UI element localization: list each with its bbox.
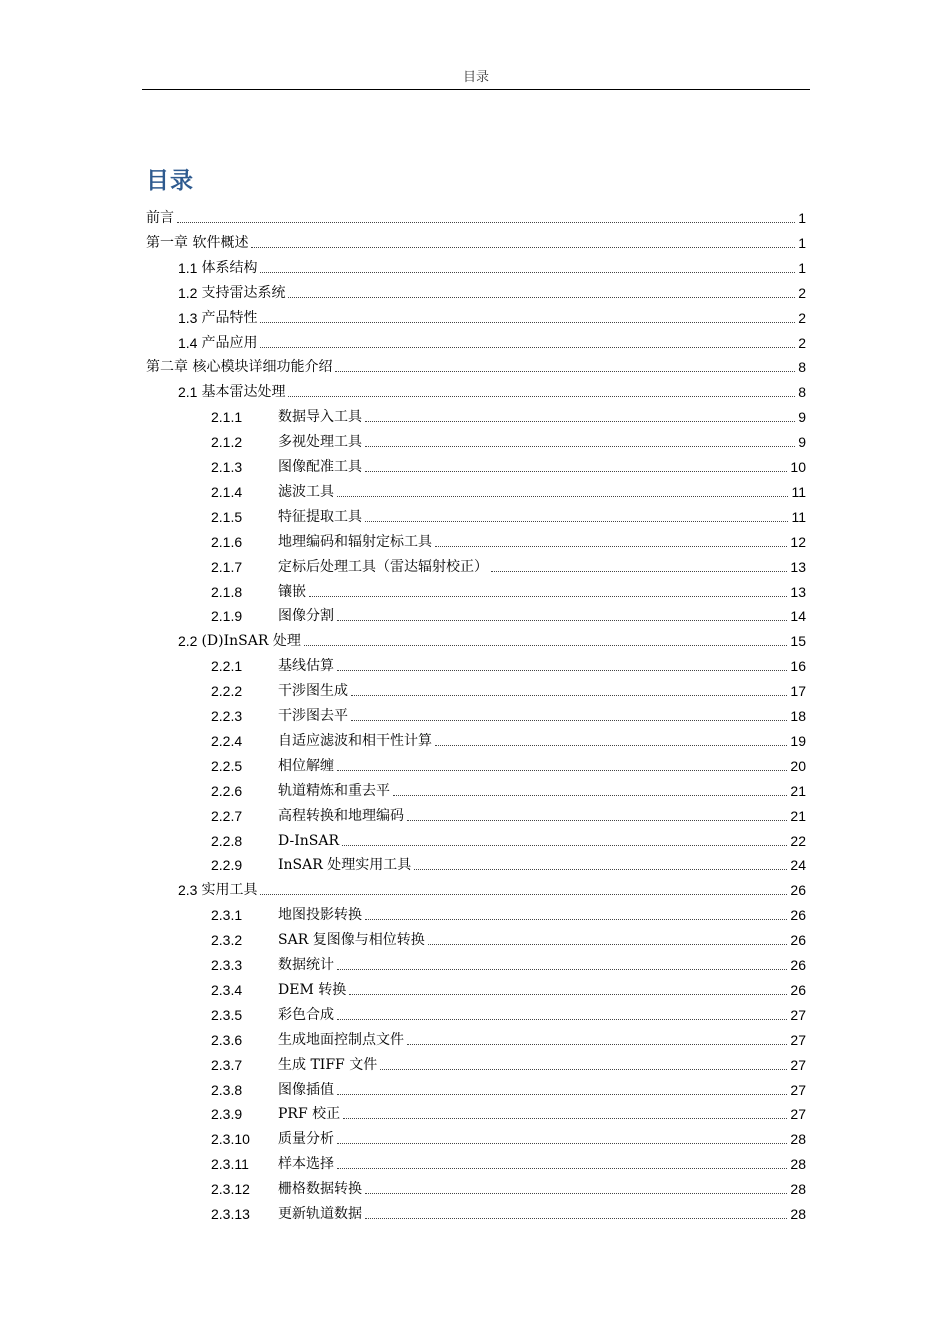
toc-dot-leader [260,894,787,895]
toc-dot-leader [337,1019,787,1020]
toc-dot-leader [435,745,787,746]
toc-entry[interactable] [211,725,806,750]
toc-entry[interactable] [211,999,806,1024]
toc-entry-title: 数据统计 [278,957,334,973]
toc-entry-page: 19 [790,732,806,749]
toc-entry-page: 17 [790,683,806,700]
toc-entry[interactable] [178,327,806,352]
toc-entry[interactable] [211,849,806,874]
toc-dot-leader [491,571,787,572]
toc-entry-title: 图像插值 [278,1081,334,1098]
toc-dot-leader [288,297,795,298]
toc-entry-page: 13 [790,558,806,575]
toc-entry-page: 14 [790,608,806,625]
toc-entry-page: 28 [790,1181,806,1198]
toc-dot-leader [414,869,787,870]
toc-entry[interactable] [178,277,806,302]
toc-dot-leader [337,670,787,671]
toc-entry-title: 支持雷达系统 [201,284,286,301]
toc-dot-leader [337,1143,787,1144]
toc-entry-number: 2.2.2 [211,683,243,700]
toc-entry-number: 2.1.6 [211,533,243,550]
toc-entry-page: 27 [790,1081,806,1098]
toc-entry[interactable] [178,302,806,327]
toc-dot-leader [407,1044,787,1045]
toc-entry-title: 更新轨道数据 [278,1206,362,1222]
toc-dot-leader [393,795,787,796]
toc-entry-page: 11 [791,483,806,500]
toc-dot-leader [343,1118,787,1119]
toc-entry[interactable] [211,775,806,800]
toc-dot-leader [260,347,795,348]
toc-entry-page: 21 [790,807,806,824]
toc-entry-page: 11 [791,508,806,525]
toc-dot-leader [380,1069,787,1070]
toc-entry[interactable] [211,1123,806,1148]
toc-entry[interactable] [211,825,806,850]
toc-entry-title: InSAR 处理实用工具 [278,857,412,874]
toc-entry[interactable] [178,376,806,401]
toc-entry-title: D-InSAR [278,832,340,849]
toc-entry-number: 2.2.7 [211,807,243,824]
toc-dot-leader [335,371,795,372]
toc-entry-page: 8 [798,359,806,376]
toc-entry-title: 图像分割 [278,608,334,625]
toc-entry-page: 22 [790,832,806,849]
toc-entry-page: 9 [798,409,806,426]
toc-entry-number: 2.3.4 [211,981,243,998]
toc-entry-page: 24 [790,857,806,874]
toc-entry-number: 2.1.5 [211,508,243,525]
toc-entry-title: 镶嵌 [278,583,306,600]
toc-dot-leader [342,845,787,846]
toc-dot-leader [407,820,787,821]
page-header: 目录 [462,70,489,85]
toc-entry-number: 2.1.7 [211,558,243,575]
toc-entry-number: 2.1 [178,384,198,401]
toc-entry-number: 2.3.7 [211,1056,243,1073]
toc-entry[interactable] [211,501,806,526]
toc-entry-number: 2.2.5 [211,757,243,774]
toc-entry-title: 高程转换和地理编码 [278,807,404,824]
toc-entry[interactable] [211,476,806,501]
toc-entry-page: 26 [790,932,806,949]
toc-entry[interactable] [211,924,806,949]
header-rule [142,89,810,90]
toc-entry-number: 2.2.8 [211,832,243,849]
toc-entry-title: 样本选择 [278,1156,334,1173]
toc-dot-leader [365,421,795,422]
toc-dot-leader [177,222,795,223]
toc-entry[interactable] [211,1049,806,1074]
toc-entry-page: 28 [790,1131,806,1148]
toc-entry-number: 2.3.11 [211,1156,249,1173]
toc-entry-number: 2.1.8 [211,583,243,600]
toc-entry[interactable] [211,974,806,999]
toc-entry-page: 26 [790,882,806,899]
toc-entry-number: 2.3.9 [211,1106,243,1123]
toc-entry-number: 2.3 [178,882,198,899]
toc-dot-leader [365,521,788,522]
toc-entry[interactable] [211,650,806,675]
toc-entry[interactable] [211,401,806,426]
toc-entry-number: 1.2 [178,284,198,301]
toc-entry[interactable] [211,675,806,700]
toc-dot-leader [337,770,787,771]
toc-entry-page: 28 [790,1206,806,1222]
toc-entry-page: 1 [798,259,806,276]
toc-entry-number: 2.1.4 [211,483,243,500]
toc-entry[interactable] [211,949,806,974]
toc-entry-number: 1.3 [178,309,198,326]
toc-entry-number: 2.3.12 [211,1181,250,1198]
toc-dot-leader [337,969,787,970]
toc-entry-title: 多视处理工具 [278,434,362,451]
toc-dot-leader [351,695,787,696]
toc-entry-title: DEM 转换 [278,981,347,998]
toc-entry-number: 2.3.1 [211,907,243,924]
toc-dot-leader [309,596,787,597]
toc-entry-title: 干涉图去平 [278,708,348,724]
toc-entry-title: 干涉图生成 [278,683,348,700]
toc-entry-number: 2.2.9 [211,857,243,874]
toc-entry[interactable] [211,600,806,625]
toc-entry[interactable] [211,526,806,551]
toc-dot-leader [260,272,795,273]
toc-entry-page: 27 [790,1056,806,1073]
toc-dot-leader [435,546,787,547]
toc-entry[interactable] [211,576,806,601]
toc-entry-title: 第二章 核心模块详细功能介绍 [146,359,333,376]
toc-entry-page: 16 [790,658,806,675]
toc-dot-leader [428,944,788,945]
toc-entry-page: 2 [798,284,806,301]
toc-entry[interactable] [211,1173,806,1198]
toc-entry[interactable] [211,1148,806,1173]
toc-dot-leader [365,471,787,472]
toc-entry-number: 2.2.1 [211,658,243,675]
toc-entry-page: 8 [798,384,806,401]
toc-entry-title: 滤波工具 [278,483,334,500]
toc-dot-leader [365,446,795,447]
toc-entry-title: 实用工具 [201,882,258,899]
toc-entry-title: (D)InSAR 处理 [201,633,301,650]
toc-entry-page: 26 [790,907,806,924]
toc-entry-page: 13 [790,583,806,600]
toc-title: 目录 [146,168,194,194]
toc-entry-page: 2 [798,309,806,326]
toc-entry[interactable] [211,551,806,576]
toc-entry[interactable] [211,750,806,775]
toc-entry-page: 26 [790,981,806,998]
toc-entry-page: 18 [790,708,806,724]
toc-entry-title: 体系结构 [201,259,258,276]
toc-entry-page: 1 [798,210,806,226]
toc-entry-title: 相位解缠 [278,757,334,774]
toc-dot-leader [337,620,787,621]
toc-entry-page: 21 [790,782,806,799]
toc-entry-page: 27 [790,1031,806,1048]
toc-entry-title: 特征提取工具 [278,508,362,525]
toc-entry-title: 第一章 软件概述 [146,234,249,251]
toc-entry[interactable] [211,426,806,451]
toc-entry-number: 2.2 [178,633,198,650]
toc-entry-number: 2.3.8 [211,1081,243,1098]
toc-dot-leader [337,1168,787,1169]
toc-entry-page: 15 [790,633,806,650]
toc-dot-leader [304,645,788,646]
toc-dot-leader [251,247,795,248]
toc-entry-title: 地理编码和辐射定标工具 [278,533,432,550]
toc-entry-page: 10 [790,459,806,475]
toc-entry-number: 2.2.3 [211,708,243,724]
toc-entry-page: 26 [790,957,806,973]
toc-entry[interactable] [146,202,806,227]
toc-entry-number: 2.2.6 [211,782,243,799]
toc-entry[interactable] [211,1024,806,1049]
toc-dot-leader [351,720,787,721]
toc-entry-title: 生成 TIFF 文件 [278,1056,378,1073]
toc-entry[interactable] [211,1198,806,1223]
toc-dot-leader [365,1218,787,1219]
toc-entry-title: 数据导入工具 [278,409,362,426]
toc-entry[interactable] [211,800,806,825]
toc-entry[interactable] [178,252,806,277]
toc-entry-title: 图像配准工具 [278,459,362,475]
toc-entry-title: 基线估算 [278,658,334,675]
toc-entry-number: 2.3.6 [211,1031,243,1048]
toc-entry[interactable] [211,700,806,725]
toc-dot-leader [337,496,788,497]
toc-entry[interactable] [178,874,806,899]
toc-entry-page: 1 [798,234,806,251]
toc-entry-number: 2.3.10 [211,1131,250,1148]
toc-entry-title: 生成地面控制点文件 [278,1031,404,1048]
toc-dot-leader [288,396,795,397]
toc-entry-title: 质量分析 [278,1131,334,1148]
toc-entry-number: 2.2.4 [211,732,243,749]
toc-entry-title: 前言 [146,210,174,226]
toc-entry-title: 地图投影转换 [278,907,362,924]
toc-entry-number: 1.4 [178,334,198,351]
toc-entry-title: 栅格数据转换 [278,1181,362,1198]
toc-dot-leader [365,919,787,920]
toc-entry-page: 20 [790,757,806,774]
toc-entry-page: 9 [798,434,806,451]
toc-entry-number: 2.3.2 [211,932,243,949]
toc-entry-page: 12 [790,533,806,550]
toc-entry[interactable] [211,451,806,476]
toc-dot-leader [337,1094,787,1095]
toc-entry[interactable] [146,351,806,376]
toc-entry-number: 2.1.9 [211,608,243,625]
toc-entry-page: 27 [790,1006,806,1023]
toc-dot-leader [349,994,787,995]
toc-entry-page: 27 [790,1106,806,1123]
toc-entry[interactable] [211,899,806,924]
toc-dot-leader [365,1193,787,1194]
toc-entry-number: 2.3.5 [211,1006,243,1023]
toc-entry-title: 基本雷达处理 [201,384,286,401]
toc-entry-title: 产品应用 [201,334,258,351]
toc-entry[interactable] [211,1074,806,1099]
toc-entry-title: PRF 校正 [278,1106,341,1123]
toc-entry[interactable] [178,625,806,650]
toc-entry-title: 自适应滤波和相干性计算 [278,732,432,749]
toc-entry-title: 彩色合成 [278,1006,334,1023]
toc-entry-page: 28 [790,1156,806,1173]
toc-entry-number: 2.3.13 [211,1206,250,1222]
toc-entry[interactable] [146,227,806,252]
toc-entry-number: 2.3.3 [211,957,243,973]
toc-entry-title: SAR 复图像与相位转换 [278,932,425,949]
toc-entry-page: 2 [798,334,806,351]
toc-entry-number: 2.1.2 [211,434,243,451]
toc-entry-title: 定标后处理工具（雷达辐射校正） [278,558,488,575]
toc-entry[interactable] [211,1098,806,1123]
toc-entry-number: 1.1 [178,259,198,276]
toc-entry-number: 2.1.3 [211,459,243,475]
toc-entry-number: 2.1.1 [211,409,243,426]
toc-entry-title: 产品特性 [201,309,258,326]
toc-dot-leader [260,322,795,323]
toc-entry-title: 轨道精炼和重去平 [278,782,390,799]
